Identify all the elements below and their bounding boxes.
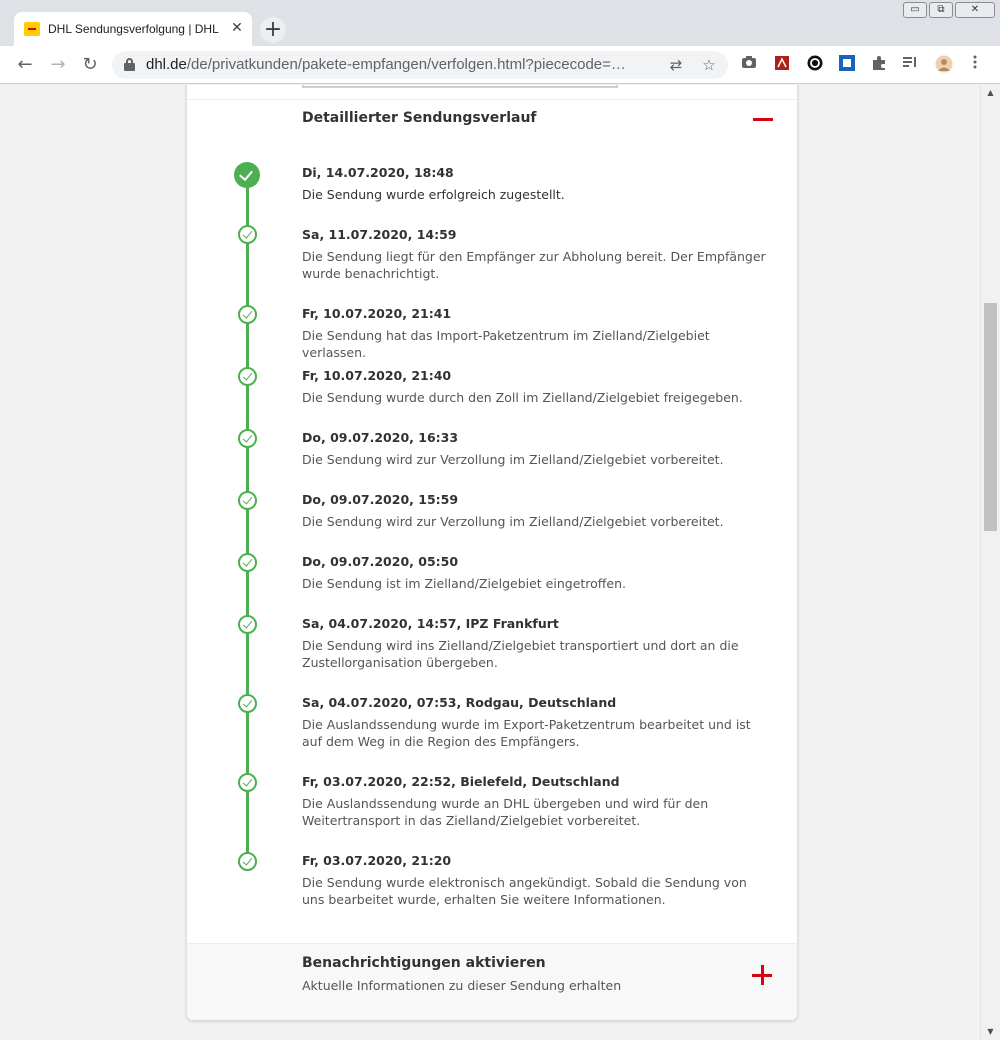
step-check-icon	[238, 225, 257, 244]
url-text[interactable]	[146, 56, 626, 73]
close-window-button[interactable]: ✕	[955, 2, 995, 18]
back-button[interactable]: ←	[17, 54, 33, 75]
step-check-icon	[238, 852, 257, 871]
scroll-up-icon[interactable]: ▲	[987, 88, 994, 97]
pdf-icon[interactable]	[772, 55, 792, 75]
collapse-minus-icon[interactable]	[753, 118, 773, 121]
event-text: Die Sendung hat das Import-Paketzentrum im Zielland/Zielgebiet verlassen.	[302, 328, 710, 360]
notifications-title[interactable]: Benachrichtigungen aktivieren	[302, 955, 546, 971]
forward-button[interactable]: →	[50, 54, 66, 75]
event-date: Di, 14.07.2020, 18:48	[302, 165, 454, 180]
event-date: Fr, 03.07.2020, 22:52, Bielefeld, Deutschland	[302, 774, 620, 789]
step-check-icon	[238, 615, 257, 634]
tab-close-icon[interactable]: ✕	[231, 20, 243, 36]
dhl-favicon-icon	[24, 22, 40, 36]
timeline-event	[302, 368, 772, 406]
timeline-line	[246, 185, 249, 870]
event-date: Sa, 04.07.2020, 07:53, Rodgau, Deutschland	[302, 695, 617, 710]
notifications-panel[interactable]	[187, 943, 797, 1020]
event-date: Fr, 03.07.2020, 21:20	[302, 853, 452, 868]
expand-plus-icon[interactable]	[752, 964, 774, 986]
timeline-event	[302, 695, 772, 750]
event-text: Die Sendung liegt für den Empfänger zur Abholung bereit. Der Empfänger wurde benachrichtigt.	[302, 249, 766, 281]
tab-title: DHL Sendungsverfolgung | DHL	[48, 22, 219, 36]
step-check-icon	[238, 491, 257, 510]
timeline-event	[302, 554, 772, 592]
event-date: Do, 09.07.2020, 05:50	[302, 554, 459, 569]
history-title[interactable]: Detaillierter Sendungsverlauf	[302, 110, 537, 126]
event-text: Die Sendung ist im Zielland/Zielgebiet eingetroffen.	[302, 576, 626, 591]
notifications-subtitle: Aktuelle Informationen zu dieser Sendung erhalten	[302, 978, 622, 993]
step-check-icon	[238, 305, 257, 324]
vertical-scrollbar[interactable]	[980, 85, 1000, 1040]
event-date: Sa, 04.07.2020, 14:57, IPZ Frankfurt	[302, 616, 559, 631]
step-check-icon	[238, 429, 257, 448]
event-date: Fr, 10.07.2020, 21:41	[302, 306, 452, 321]
url-host: dhl.de	[146, 56, 187, 73]
bookmark-star-icon[interactable]: ☆	[702, 56, 716, 74]
event-text: Die Sendung wird ins Zielland/Zielgebiet transportiert und dort an die Zustellorganisation übergeben.	[302, 638, 739, 670]
timeline-event	[302, 165, 772, 203]
menu-icon[interactable]	[965, 55, 985, 75]
event-date: Do, 09.07.2020, 16:33	[302, 430, 459, 445]
delivered-check-icon	[234, 162, 260, 188]
event-text: Die Sendung wird zur Verzollung im Zielland/Zielgebiet vorbereitet.	[302, 514, 724, 529]
step-check-icon	[238, 553, 257, 572]
camera-icon[interactable]	[739, 55, 759, 75]
page-viewport	[0, 85, 980, 1040]
search-input-bottom-edge	[302, 85, 618, 88]
event-text: Die Sendung wurde elektronisch angekündigt. Sobald die Sendung von uns bearbeitet wurde, erhalten Sie weitere Informationen.	[302, 875, 747, 907]
puzzle-icon[interactable]	[869, 55, 889, 75]
event-text: Die Sendung wird zur Verzollung im Zielland/Zielgebiet vorbereitet.	[302, 452, 724, 467]
lock-icon[interactable]	[124, 58, 135, 71]
address-bar[interactable]	[112, 51, 728, 79]
event-date: Fr, 10.07.2020, 21:40	[302, 368, 452, 383]
timeline-event	[302, 492, 772, 530]
scroll-down-icon[interactable]: ▼	[987, 1027, 994, 1036]
event-date: Do, 09.07.2020, 15:59	[302, 492, 459, 507]
timeline-event	[302, 306, 772, 361]
new-tab-button[interactable]: +	[260, 17, 286, 43]
step-check-icon	[238, 773, 257, 792]
event-text: Die Auslandssendung wurde an DHL übergeben und wird für den Weitertransport in das Zielland/Zielgebiet vorbereitet.	[302, 796, 709, 828]
event-text: Die Sendung wurde durch den Zoll im Zielland/Zielgebiet freigegeben.	[302, 390, 743, 405]
timeline-event	[302, 616, 772, 671]
timeline-event	[302, 430, 772, 468]
browser-toolbar	[0, 46, 1000, 84]
e-icon[interactable]	[805, 55, 825, 75]
event-text: Die Sendung wurde erfolgreich zugestellt.	[302, 187, 565, 202]
event-text: Die Auslandssendung wurde im Export-Paketzentrum bearbeitet und ist auf dem Weg in die Region des Empfängers.	[302, 717, 751, 749]
event-date: Sa, 11.07.2020, 14:59	[302, 227, 457, 242]
browser-tab[interactable]	[14, 12, 252, 46]
divider	[187, 99, 797, 100]
timeline-event	[302, 227, 772, 282]
avatar-icon[interactable]	[934, 55, 954, 75]
timeline-event	[302, 774, 772, 829]
step-check-icon	[238, 367, 257, 386]
browser-titlebar	[0, 0, 1000, 46]
url-path: /de/privatkunden/pakete-empfangen/verfolgen.html?piececode=…	[186, 56, 626, 73]
tracking-card	[187, 85, 797, 1020]
badge-icon[interactable]	[837, 55, 857, 75]
maximize-button[interactable]: ⧉	[929, 2, 953, 18]
media-icon[interactable]	[900, 55, 920, 75]
translate-icon[interactable]: ⇄	[669, 56, 683, 74]
scrollbar-thumb[interactable]	[984, 303, 997, 531]
timeline-event	[302, 853, 772, 908]
minimize-button[interactable]: ▭	[903, 2, 927, 18]
reload-button[interactable]: ↻	[82, 54, 98, 75]
step-check-icon	[238, 694, 257, 713]
